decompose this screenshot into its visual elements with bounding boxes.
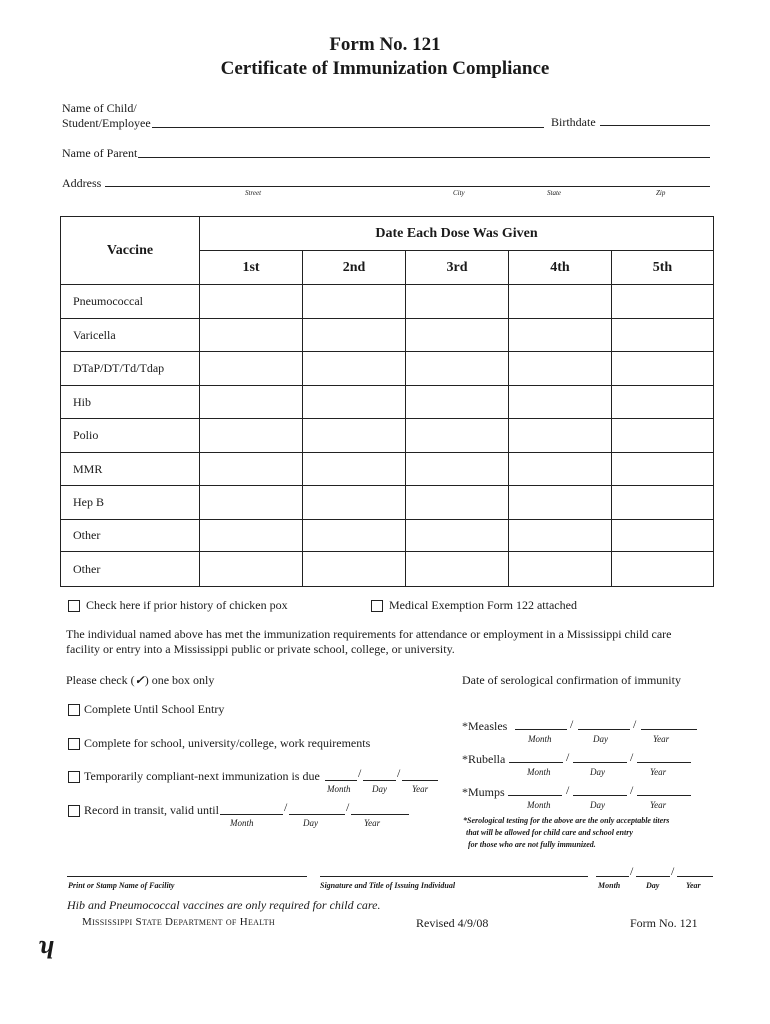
dose-cell[interactable] [612,552,714,587]
year-sublabel: Year [364,818,381,828]
department-name: Mississippi State Department of Health [82,916,275,928]
dose-cell[interactable] [612,419,714,453]
dose-cell[interactable] [509,352,612,386]
signature-label: Signature and Title of Issuing Individual [320,881,456,890]
chicken-pox-checkbox[interactable] [68,600,80,612]
dose-cell[interactable] [509,520,612,552]
dose-cell[interactable] [303,552,406,587]
temporarily-compliant-label: Temporarily compliant-next immunization is due [84,769,320,783]
student-employee-label: Student/Employee [62,116,151,130]
dose-cell[interactable] [303,486,406,520]
date-separator: / [566,783,570,797]
vaccine-name: MMR [61,453,200,486]
day-sublabel: Day [372,784,387,794]
checkmark-icon: ✓ [134,673,145,687]
signature-year-field[interactable] [677,876,713,877]
name-of-child-field[interactable] [152,127,544,128]
serology-note-line2: that will be allowed for child care and school entry [466,828,633,837]
dose-cell[interactable] [303,386,406,419]
vaccine-name: Polio [61,419,200,453]
record-in-transit-checkbox[interactable] [68,805,80,817]
signature-month-field[interactable] [596,876,629,877]
dose-cell[interactable] [406,352,509,386]
dose-cell[interactable] [509,552,612,587]
state-sublabel: State [547,189,561,197]
dose-header-3rd: 3rd [406,251,509,285]
date-separator: / [284,800,288,814]
transit-month-field[interactable] [220,814,283,815]
dose-cell[interactable] [509,386,612,419]
dose-cell[interactable] [303,520,406,552]
complete-work-label: Complete for school, university/college, work requirements [84,736,371,750]
dose-header-1st: 1st [200,251,303,285]
mumps-day-field[interactable] [573,795,627,796]
date-separator: / [630,864,634,878]
facility-name-label: Print or Stamp Name of Facility [68,881,175,890]
vaccine-name: Other [61,520,200,552]
dose-cell[interactable] [612,486,714,520]
dose-cell[interactable] [612,319,714,352]
month-sublabel: Month [527,767,551,777]
dose-header-4th: 4th [509,251,612,285]
measles-day-field[interactable] [578,729,630,730]
compliance-statement-line1: The individual named above has met the immunization requirements for attendance or employment in a Mississippi child care [66,627,672,641]
date-separator: / [671,864,675,878]
dose-cell[interactable] [406,285,509,319]
dose-cell[interactable] [303,285,406,319]
month-sublabel: Month [327,784,351,794]
dose-cell[interactable] [612,285,714,319]
mumps-label: *Mumps [462,785,505,799]
date-separator: / [566,750,570,764]
dose-cell[interactable] [509,419,612,453]
table-row [61,552,714,587]
table-row [61,486,714,520]
transit-day-field[interactable] [289,814,345,815]
date-separator: / [358,766,362,780]
dose-cell[interactable] [406,520,509,552]
check-one-prompt [66,673,214,688]
department-logo-icon: ʮ [40,930,55,959]
vaccine-name: Varicella [61,319,200,352]
rubella-month-field[interactable] [509,762,563,763]
vaccine-name: DTaP/DT/Td/Tdap [61,352,200,386]
dose-cell[interactable] [200,285,303,319]
measles-label: *Measles [462,719,508,733]
serology-heading: Date of serological confirmation of immunity [462,673,681,687]
day-sublabel: Day [593,734,608,744]
record-in-transit-label: Record in transit, valid until [84,803,219,817]
month-sublabel: Month [527,800,551,810]
vaccine-column-header: Vaccine [61,217,200,285]
day-sublabel: Day [590,800,605,810]
measles-month-field[interactable] [515,729,567,730]
complete-work-checkbox[interactable] [68,738,80,750]
year-sublabel: Year [650,800,667,810]
dose-cell[interactable] [200,453,303,486]
address-label: Address [62,176,102,190]
dose-cell[interactable] [200,520,303,552]
month-sublabel: Month [230,818,254,828]
day-sublabel: Day [590,767,605,777]
dose-cell[interactable] [200,486,303,520]
temporarily-compliant-checkbox[interactable] [68,771,80,783]
signature-day-field[interactable] [636,876,670,877]
dose-cell[interactable] [303,453,406,486]
table-row [61,285,714,319]
date-separator: / [397,766,401,780]
name-of-parent-label: Name of Parent [62,146,138,160]
due-year-field[interactable] [402,780,438,781]
table-row [61,386,714,419]
year-sublabel: Year [412,784,429,794]
vaccine-name: Hib [61,386,200,419]
month-sublabel: Month [598,881,621,890]
name-of-child-label: Name of Child/ [62,101,137,115]
complete-school-entry-checkbox[interactable] [68,704,80,716]
dose-cell[interactable] [612,386,714,419]
birthdate-field[interactable] [600,125,710,126]
dose-cell[interactable] [509,486,612,520]
date-separator: / [570,717,574,731]
rubella-day-field[interactable] [573,762,627,763]
rubella-label: *Rubella [462,752,506,766]
year-sublabel: Year [686,881,701,890]
day-sublabel: Day [303,818,318,828]
dose-cell[interactable] [612,453,714,486]
vaccine-name: Hep B [61,486,200,520]
medical-exemption-label: Medical Exemption Form 122 attached [389,598,577,612]
table-row [61,352,714,386]
rubella-year-field[interactable] [637,762,691,763]
dose-cell[interactable] [406,319,509,352]
dose-cell[interactable] [303,319,406,352]
table-row [61,319,714,352]
form-number-title: Form No. 121 [329,34,441,55]
dose-date-header: Date Each Dose Was Given [200,217,714,251]
dose-cell[interactable] [406,486,509,520]
date-separator: / [346,800,350,814]
dose-cell[interactable] [509,285,612,319]
signature-field[interactable] [320,876,588,877]
chicken-pox-label: Check here if prior history of chicken pox [86,598,288,612]
page-title: Certificate of Immunization Compliance [220,58,550,79]
dose-cell[interactable] [406,386,509,419]
dose-cell[interactable] [200,319,303,352]
dose-header-5th: 5th [612,251,714,285]
date-separator: / [630,783,634,797]
vaccine-dose-table [60,216,714,587]
month-sublabel: Month [528,734,552,744]
zip-sublabel: Zip [656,189,666,197]
revised-date: Revised 4/9/08 [416,916,489,930]
table-row [61,520,714,552]
dose-cell[interactable] [200,352,303,386]
dose-cell[interactable] [509,319,612,352]
date-separator: / [630,750,634,764]
dose-cell[interactable] [406,552,509,587]
address-field[interactable] [105,186,710,187]
dose-header-2nd: 2nd [303,251,406,285]
date-separator: / [633,717,637,731]
complete-school-entry-label: Complete Until School Entry [84,702,225,716]
transit-year-field[interactable] [351,814,409,815]
dose-cell[interactable] [612,352,714,386]
city-sublabel: City [453,189,465,197]
footer-form-number: Form No. 121 [630,916,698,930]
dose-cell[interactable] [509,453,612,486]
serology-note-line1: *Serological testing for the above are the only acceptable titers [463,816,670,825]
mumps-year-field[interactable] [637,795,691,796]
year-sublabel: Year [650,767,667,777]
birthdate-label: Birthdate [551,115,596,129]
measles-year-field[interactable] [641,729,697,730]
child-care-note: Hib and Pneumococcal vaccines are only required for child care. [67,898,381,912]
dose-cell[interactable] [303,419,406,453]
dose-cell[interactable] [200,386,303,419]
vaccine-name: Other [61,552,200,587]
medical-exemption-checkbox[interactable] [371,600,383,612]
dose-cell[interactable] [303,352,406,386]
serology-note-line3: for those who are not fully immunized. [468,840,596,849]
dose-cell[interactable] [200,419,303,453]
vaccine-name: Pneumococcal [61,285,200,319]
dose-cell[interactable] [406,419,509,453]
due-month-field[interactable] [325,780,357,781]
street-sublabel: Street [245,189,262,197]
prompt-text-start: Please check ( [66,673,135,687]
year-sublabel: Year [653,734,670,744]
dose-cell[interactable] [612,520,714,552]
table-row [61,453,714,486]
facility-name-field[interactable] [67,876,307,877]
table-row [61,419,714,453]
mumps-month-field[interactable] [508,795,562,796]
name-of-parent-field[interactable] [138,157,710,158]
compliance-statement-line2: facility or entry into a Mississippi public or private school, college, or university. [66,642,455,656]
due-day-field[interactable] [363,780,396,781]
dose-cell[interactable] [200,552,303,587]
dose-cell[interactable] [406,453,509,486]
prompt-text-end: ) one box only [144,673,215,687]
day-sublabel: Day [646,881,660,890]
